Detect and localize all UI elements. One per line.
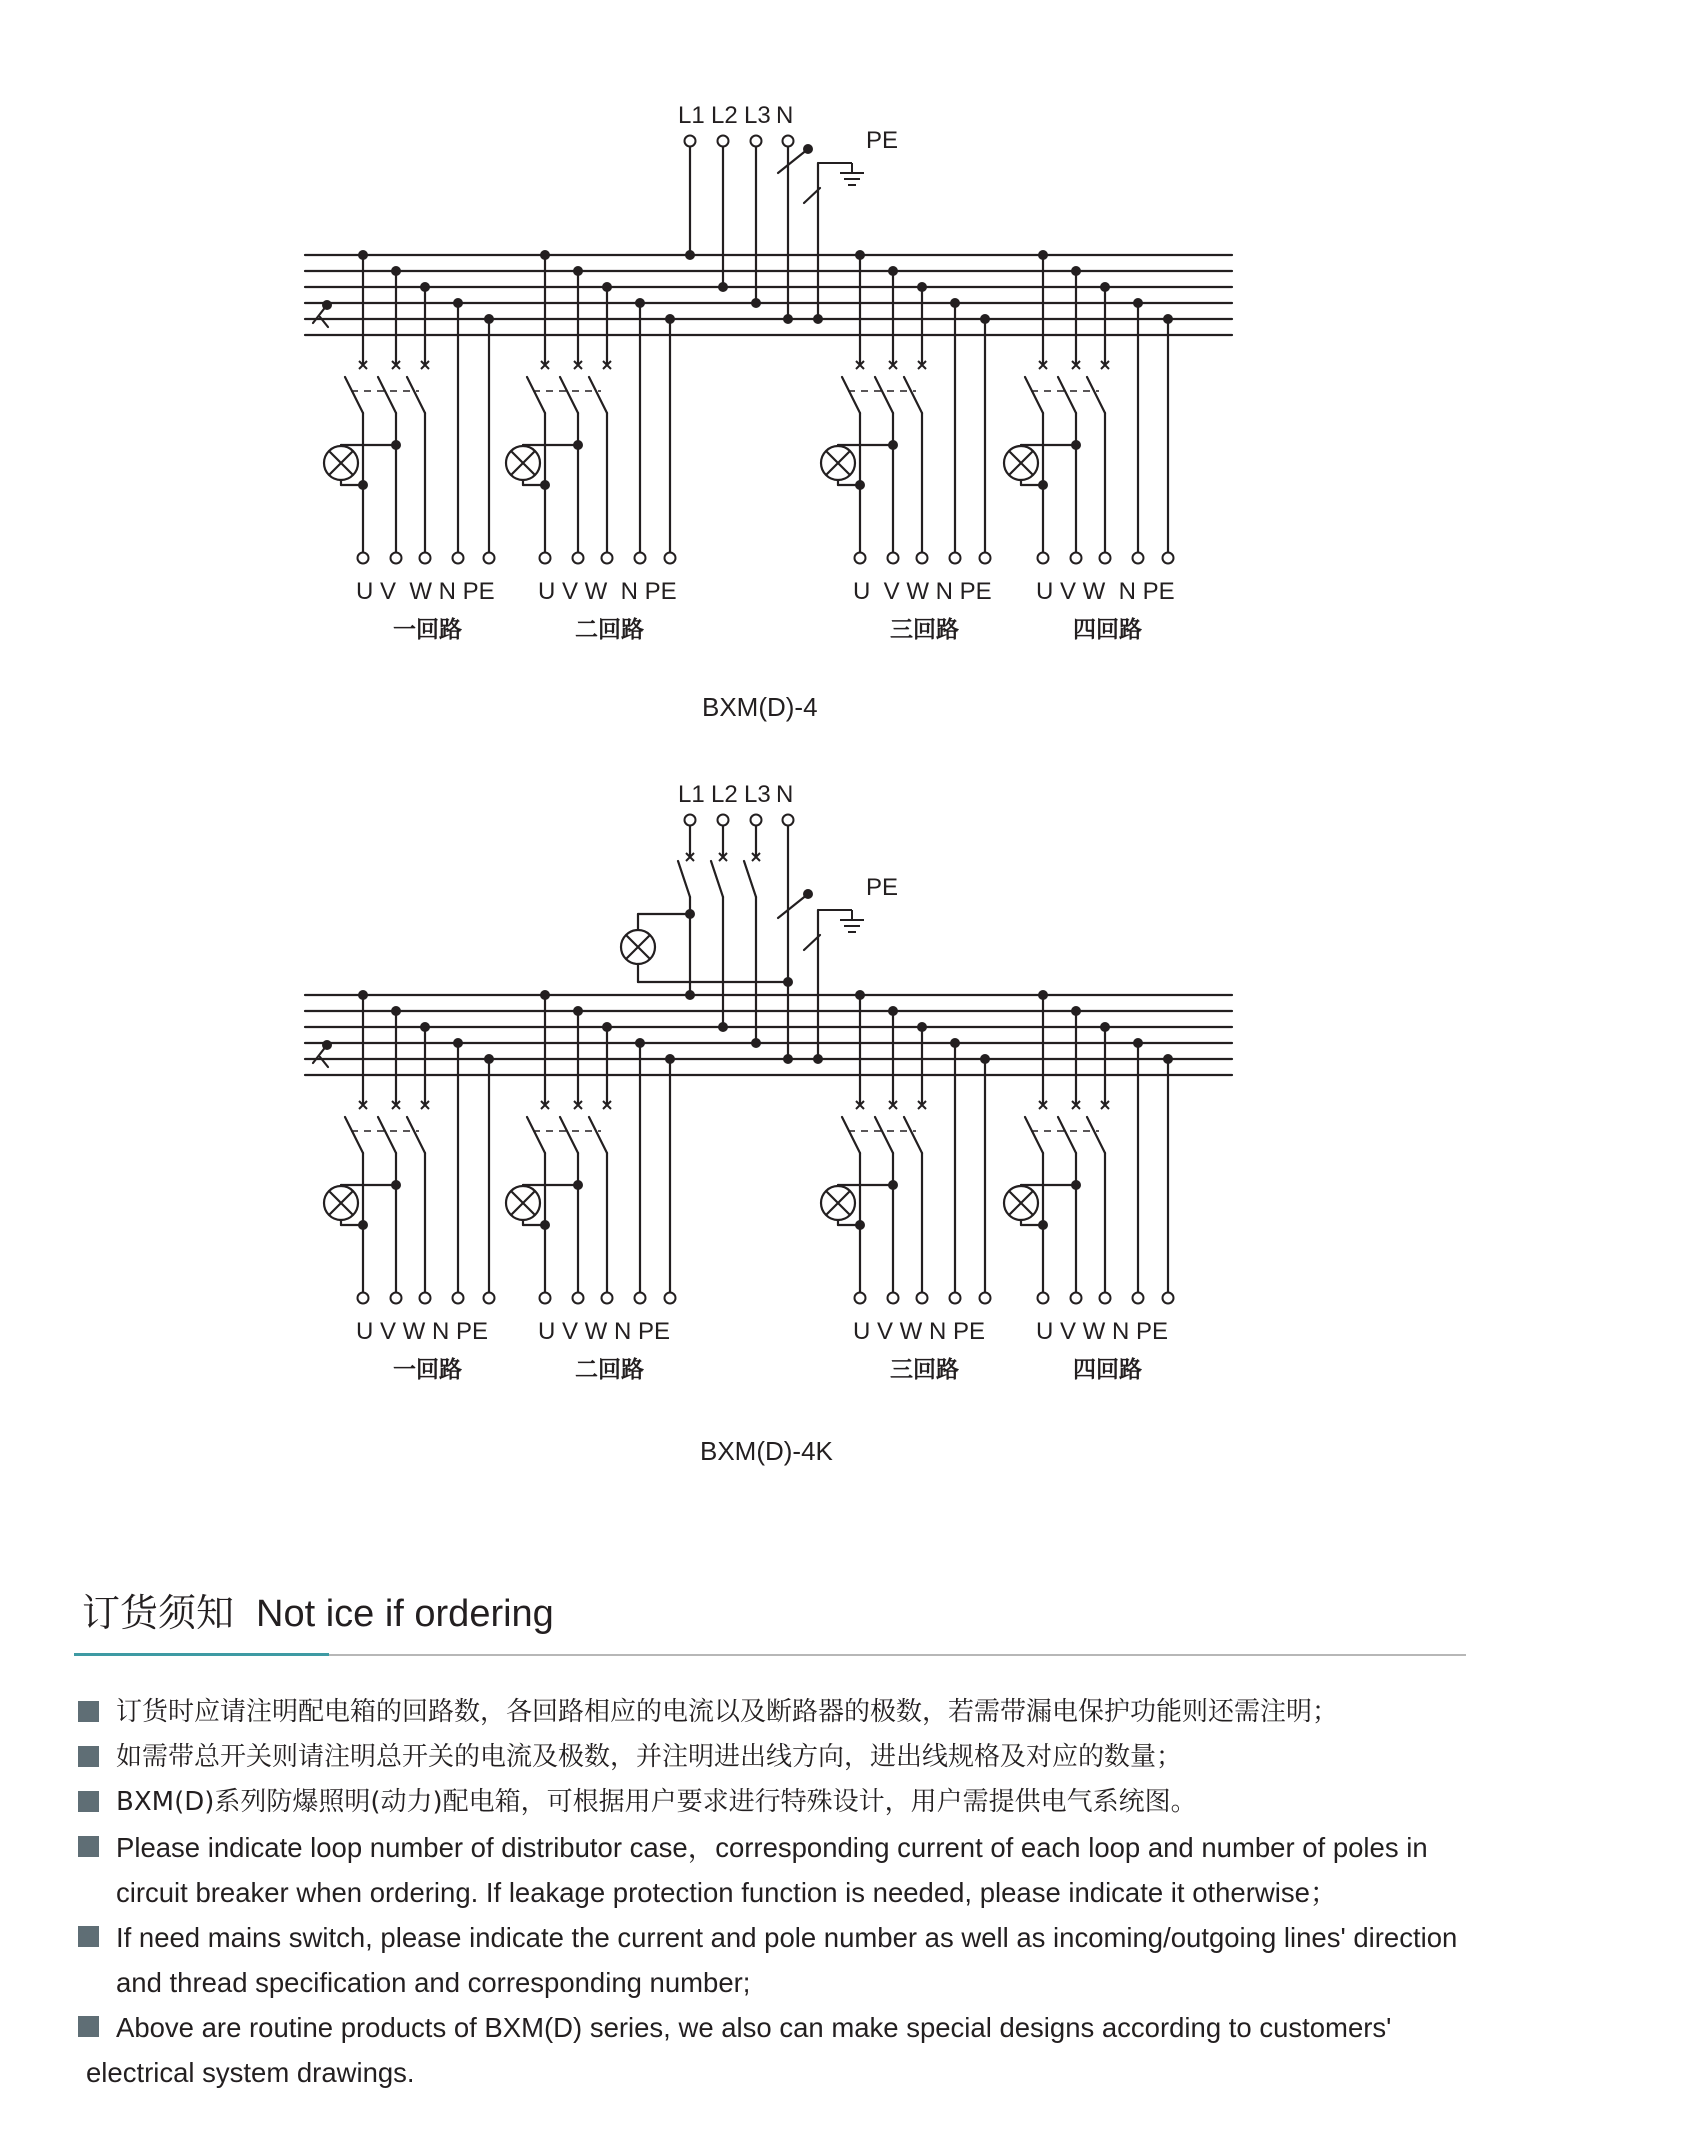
terminal-circle [1133, 1293, 1144, 1304]
branch-breaker-arm [1058, 377, 1076, 413]
junction-dot [751, 298, 761, 308]
junction-dot [855, 1220, 865, 1230]
junction-dot [685, 909, 695, 919]
circuit-name: 四回路 [1073, 1357, 1142, 1383]
notice-title-en: Not ice if ordering [256, 1593, 554, 1635]
square-bullet-icon [78, 1701, 99, 1722]
diagram-caption: BXM(D)-4 [702, 692, 818, 722]
circuit-terminal-labels: U V W N PE [538, 578, 677, 605]
title-accent-bar [74, 1653, 329, 1656]
terminal-circle [783, 815, 794, 826]
main-breaker-arm [678, 861, 690, 897]
pe-label: PE [866, 874, 899, 901]
notice-item-text: 订货时应请注明配电箱的回路数，各回路相应的电流以及断路器的极数，若需带漏电保护功能则还需注明； [116, 1697, 1339, 1727]
notice-item [74, 1825, 1494, 1915]
circuit-name: 一回路 [393, 1357, 462, 1383]
terminal-circle [420, 1293, 431, 1304]
circuit-name: 四回路 [1073, 617, 1142, 643]
notice-item-text: If need mains switch, please indicate the current and pole number as well as incoming/outgoing lines' direction [116, 1922, 1458, 1953]
terminal-circle [540, 1293, 551, 1304]
terminal-circle [540, 553, 551, 564]
terminal-circle [917, 1293, 928, 1304]
junction-dot [855, 480, 865, 490]
circuit-name: 一回路 [393, 617, 462, 643]
bus-label: L2 [711, 781, 738, 808]
junction-dot [813, 1054, 823, 1064]
branch-breaker-arm [904, 1117, 922, 1153]
terminal-circle [783, 136, 794, 147]
branch-breaker-arm [527, 377, 545, 413]
terminal-circle [665, 1293, 676, 1304]
terminal-circle [751, 815, 762, 826]
terminal-circle [453, 1293, 464, 1304]
branch-breaker-arm [407, 377, 425, 413]
main-breaker-arm [711, 861, 723, 897]
terminal-circle [1100, 553, 1111, 564]
junction-dot [718, 1022, 728, 1032]
notice-item [74, 2005, 1494, 2095]
junction-dot [1038, 480, 1048, 490]
n-switch-arm [778, 149, 808, 173]
terminal-circle [1100, 1293, 1111, 1304]
terminal-circle [1133, 553, 1144, 564]
branch-breaker-arm [407, 1117, 425, 1153]
terminal-circle [358, 1293, 369, 1304]
branch-breaker-arm [378, 1117, 396, 1153]
square-bullet-icon [78, 1746, 99, 1767]
bus-label: L1 [678, 102, 705, 129]
terminal-circle [635, 553, 646, 564]
notice-item [74, 1735, 1494, 1780]
ground-icon [818, 163, 864, 185]
notice-item [74, 1915, 1494, 2005]
notice-title [82, 1582, 554, 1637]
bus-label: N [776, 781, 794, 808]
branch-breaker-arm [345, 377, 363, 413]
isolator-arm [313, 1045, 327, 1063]
branch-breaker-arm [842, 377, 860, 413]
terminal-circle [1038, 1293, 1049, 1304]
terminal-circle [602, 553, 613, 564]
terminal-circle [1163, 553, 1174, 564]
terminal-circle [980, 553, 991, 564]
wiring-diagram-bxmd-4 [0, 0, 1704, 740]
terminal-circle [685, 815, 696, 826]
terminal-circle [1071, 1293, 1082, 1304]
terminal-circle [888, 553, 899, 564]
junction-dot [803, 889, 813, 899]
terminal-circle [718, 136, 729, 147]
junction-dot [1038, 1220, 1048, 1230]
branch-breaker-arm [1058, 1117, 1076, 1153]
circuit-terminal-labels: U V W N PE [1036, 1318, 1169, 1345]
square-bullet-icon [78, 1926, 99, 1947]
circuit-name: 三回路 [890, 1357, 959, 1383]
wiring-diagram-svg [0, 740, 1704, 1480]
branch-breaker-arm [875, 377, 893, 413]
branch-breaker-arm [842, 1117, 860, 1153]
terminal-circle [855, 553, 866, 564]
terminal-circle [950, 553, 961, 564]
terminal-circle [420, 553, 431, 564]
junction-dot [783, 314, 793, 324]
notice-item-text: Above are routine products of BXM(D) series, we also can make special designs according to customers' [116, 2012, 1392, 2043]
notice-item [74, 1780, 1494, 1825]
circuit-name: 二回路 [575, 617, 644, 643]
branch-breaker-arm [378, 377, 396, 413]
branch-breaker-arm [1087, 377, 1105, 413]
junction-dot [1071, 1180, 1081, 1190]
terminal-circle [855, 1293, 866, 1304]
terminal-circle [1071, 553, 1082, 564]
bus-label: L3 [744, 781, 771, 808]
n-switch-arm [778, 894, 808, 918]
notice-item [74, 1690, 1494, 1735]
junction-dot [685, 990, 695, 1000]
bus-label: L2 [711, 102, 738, 129]
wiring-diagram-bxmd-4k [0, 740, 1704, 1480]
branch-breaker-arm [1025, 1117, 1043, 1153]
junction-dot [573, 1180, 583, 1190]
bus-label: N [776, 102, 794, 129]
notice-item-text: 如需带总开关则请注明总开关的电流及极数，并注明进出线方向，进出线规格及对应的数量； [116, 1742, 1183, 1772]
terminal-circle [950, 1293, 961, 1304]
terminal-circle [685, 136, 696, 147]
junction-dot [888, 1180, 898, 1190]
branch-breaker-arm [560, 1117, 578, 1153]
branch-breaker-arm [904, 377, 922, 413]
junction-dot [803, 144, 813, 154]
branch-breaker-arm [345, 1117, 363, 1153]
terminal-circle [391, 553, 402, 564]
circuit-terminal-labels: U V W N PE [853, 578, 992, 605]
circuit-terminal-labels: U V W N PE [356, 1318, 489, 1345]
branch-breaker-arm [1025, 377, 1043, 413]
junction-dot [358, 1220, 368, 1230]
bus-label: L1 [678, 781, 705, 808]
terminal-circle [1163, 1293, 1174, 1304]
diagram-caption: BXM(D)-4K [700, 1436, 833, 1466]
terminal-circle [484, 1293, 495, 1304]
terminal-circle [980, 1293, 991, 1304]
terminal-circle [453, 553, 464, 564]
circuit-terminal-labels: U V W N PE [853, 1318, 986, 1345]
circuit-name: 二回路 [575, 1357, 644, 1383]
terminal-circle [573, 1293, 584, 1304]
terminal-circle [484, 553, 495, 564]
terminal-circle [573, 553, 584, 564]
square-bullet-icon [78, 1836, 99, 1857]
circuit-name: 三回路 [890, 617, 959, 643]
pe-label: PE [866, 127, 899, 154]
branch-breaker-arm [589, 1117, 607, 1153]
junction-dot [783, 977, 793, 987]
terminal-circle [917, 553, 928, 564]
junction-dot [1071, 440, 1081, 450]
junction-dot [358, 480, 368, 490]
branch-breaker-arm [560, 377, 578, 413]
notice-item-text: BXM(D)系列防爆照明(动力)配电箱，可根据用户要求进行特殊设计，用户需提供电气系统图。 [116, 1787, 1197, 1817]
notice-item-continuation: circuit breaker when ordering. If leakage protection function is needed, please indicate it otherwise； [116, 1877, 1338, 1908]
notice-item-continuation: and thread specification and corresponding number; [116, 1967, 751, 1998]
terminal-circle [665, 553, 676, 564]
circuit-terminal-labels: U V W N PE [1036, 578, 1175, 605]
terminal-circle [391, 1293, 402, 1304]
junction-dot [685, 250, 695, 260]
branch-breaker-arm [527, 1117, 545, 1153]
terminal-circle [751, 136, 762, 147]
junction-dot [751, 1038, 761, 1048]
circuit-terminal-labels: U V W N PE [356, 578, 495, 605]
square-bullet-icon [78, 2016, 99, 2037]
notice-title-cn: 订货须知 [82, 1591, 235, 1635]
branch-breaker-arm [589, 377, 607, 413]
isolator-arm [313, 305, 327, 323]
branch-breaker-arm [875, 1117, 893, 1153]
circuit-terminal-labels: U V W N PE [538, 1318, 671, 1345]
wiring-diagram-svg [0, 0, 1704, 740]
junction-dot [573, 440, 583, 450]
notice-list [74, 1690, 1494, 2095]
junction-dot [813, 314, 823, 324]
square-bullet-icon [78, 1791, 99, 1812]
terminal-circle [718, 815, 729, 826]
junction-dot [888, 440, 898, 450]
junction-dot [540, 1220, 550, 1230]
junction-dot [718, 282, 728, 292]
terminal-circle [1038, 553, 1049, 564]
branch-breaker-arm [1087, 1117, 1105, 1153]
junction-dot [540, 480, 550, 490]
terminal-circle [888, 1293, 899, 1304]
notice-item-text: Please indicate loop number of distributor case，corresponding current of each loop and number of poles in [116, 1832, 1428, 1863]
terminal-circle [635, 1293, 646, 1304]
junction-dot [783, 1054, 793, 1064]
terminal-circle [602, 1293, 613, 1304]
main-breaker-arm [744, 861, 756, 897]
junction-dot [391, 440, 401, 450]
junction-dot [391, 1180, 401, 1190]
bus-label: L3 [744, 102, 771, 129]
notice-item-continuation: electrical system drawings. [86, 2057, 415, 2088]
ground-icon [818, 910, 864, 932]
terminal-circle [358, 553, 369, 564]
